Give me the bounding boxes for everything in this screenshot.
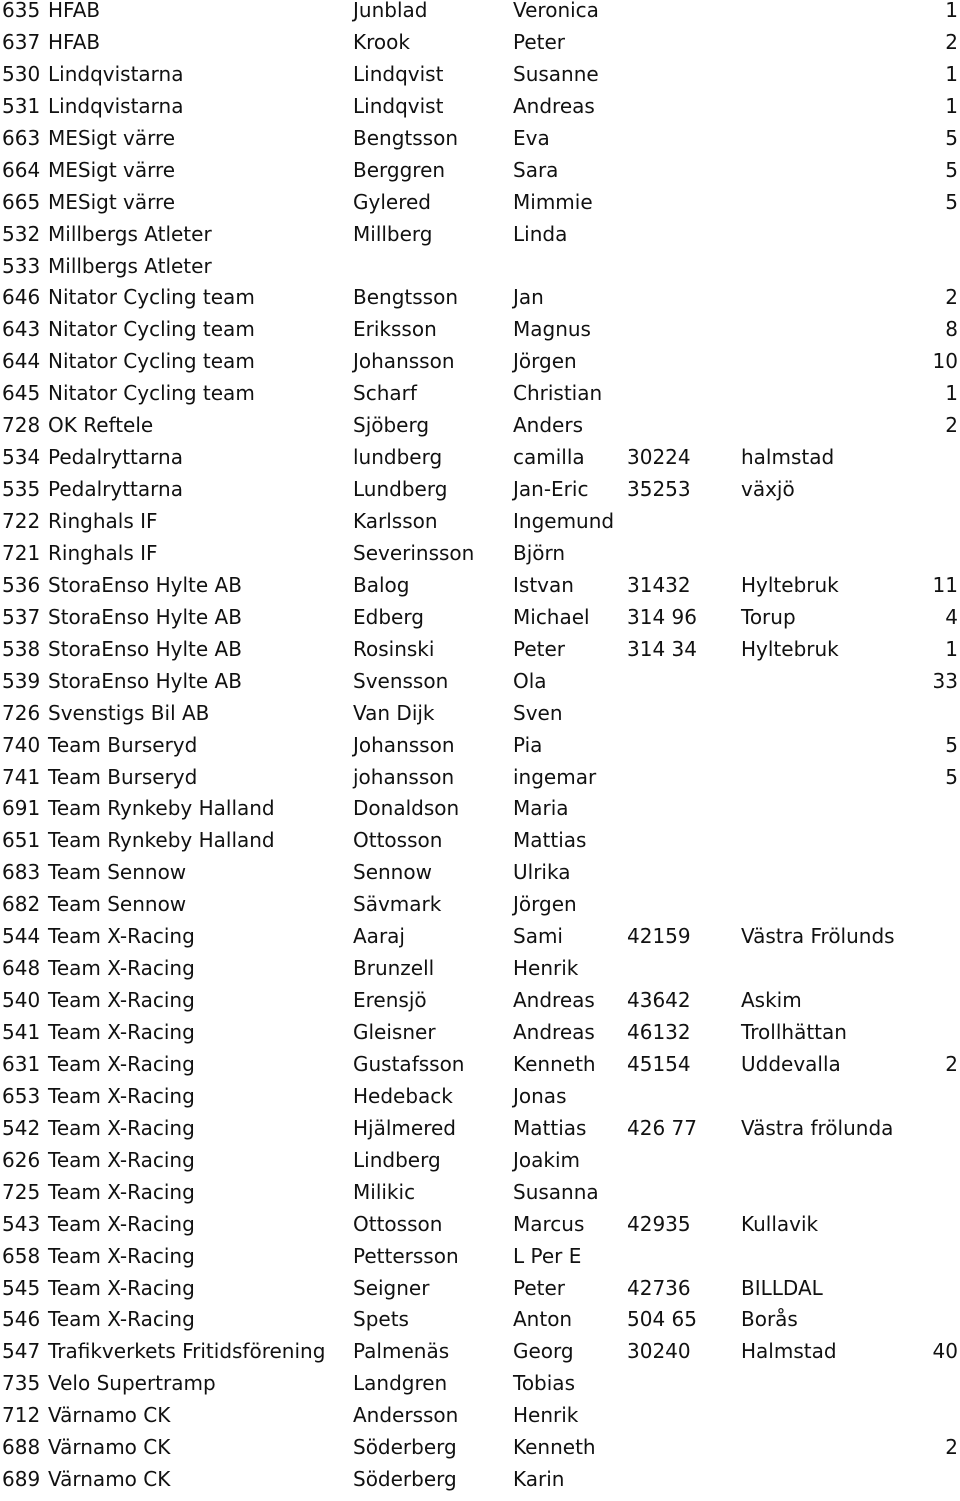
table-row [0,1469,960,1501]
entry-number: 541 [2,1020,41,1044]
club-name: Värnamo CK [48,1467,171,1492]
entry-number: 637 [2,29,41,54]
last-name: Johansson [353,732,455,757]
first-name: Sven [513,700,563,725]
table-row [0,1115,960,1150]
table-row [0,157,960,192]
club-name: HFAB [48,29,101,54]
club-name: Team X-Racing [48,1147,195,1172]
entry-count: 2 [945,1435,958,1460]
club-name: StoraEnso Hylte AB [48,572,242,597]
postal-code: 42935 [627,1211,691,1236]
club-name: Millbergs Atleter [48,221,212,246]
postal-code: 42159 [627,924,691,949]
first-name: Henrik [513,956,579,981]
table-row [0,990,960,1022]
club-name: Team X-Racing [48,1243,195,1268]
entry-number: 546 [2,1307,41,1332]
last-name: Söderberg [353,1435,457,1460]
first-name: Susanne [513,61,599,86]
entry-number: 537 [2,604,41,629]
first-name: Istvan [513,572,574,597]
first-name: Karin [513,1467,565,1492]
club-name: Team X-Racing [48,924,195,949]
last-name: Severinsson [353,540,475,565]
entry-number: 645 [2,381,41,406]
entry-count: 5 [945,764,958,789]
last-name: Ottosson [353,1211,443,1236]
city-name: Hyltebruk [741,572,839,597]
club-name: Lindqvistarna [48,61,184,86]
entry-count: 4 [945,604,958,629]
club-name: Pedalryttarna [48,477,183,502]
last-name: Berggren [353,157,446,182]
entry-number: 658 [2,1243,41,1268]
table-row [0,1373,960,1405]
first-name: Ola [513,668,547,693]
first-name: ingemar [513,764,597,789]
first-name: Georg [513,1339,574,1364]
table-row [0,1083,960,1118]
first-name: Eva [513,125,550,150]
entry-number: 712 [2,1403,41,1428]
club-name: Pedalryttarna [48,445,183,470]
table-row [0,93,960,128]
first-name: Magnus [513,317,591,342]
table-row [0,1179,960,1214]
table-row [0,1405,960,1437]
last-name: Aaraj [353,924,405,949]
entry-number: 740 [2,732,41,757]
club-name: Team X-Racing [48,1211,195,1236]
first-name: Jörgen [513,892,577,917]
entry-number: 648 [2,956,41,981]
table-row [0,511,960,543]
last-name: Gleisner [353,1020,436,1044]
first-name: Ingemund [513,509,615,533]
entry-number: 531 [2,93,41,118]
club-name: StoraEnso Hylte AB [48,668,242,693]
postal-code: 42736 [627,1275,691,1300]
club-name: Team X-Racing [48,1115,195,1140]
city-name: växjö [741,477,795,502]
entry-number: 547 [2,1339,41,1364]
last-name: Hjälmered [353,1115,456,1140]
first-name: camilla [513,445,585,470]
first-name: Mimmie [513,189,593,214]
table-row [0,732,960,767]
last-name: Bengtsson [353,285,458,310]
table-row [0,830,960,862]
club-name: StoraEnso Hylte AB [48,604,242,629]
table-row [0,958,960,990]
table-row [0,636,960,671]
table-row [0,189,960,224]
club-name: Team X-Racing [48,1051,195,1076]
club-name: Team Burseryd [48,732,198,757]
postal-code: 30224 [627,445,691,470]
postal-code: 45154 [627,1051,691,1076]
club-name: Team Rynkeby Halland [48,828,275,853]
last-name: Lindqvist [353,93,444,118]
club-name: MESigt värre [48,125,176,150]
entry-number: 533 [2,253,41,278]
last-name: Milikic [353,1179,416,1204]
club-name: Nitator Cycling team [48,349,255,374]
first-name: Jan-Eric [513,477,589,502]
table-row [0,1341,960,1373]
entry-number: 682 [2,892,41,917]
last-name: Hedeback [353,1083,453,1108]
first-name: Peter [513,1275,566,1300]
club-name: Team X-Racing [48,1083,195,1108]
club-name: Svenstigs Bil AB [48,700,210,725]
entry-count: 10 [932,349,958,374]
first-name: Pia [513,732,543,757]
club-name: Team Sennow [48,860,187,885]
table-row [0,447,960,479]
first-name: Andreas [513,1020,595,1044]
table-row [0,894,960,926]
entry-number: 653 [2,1083,41,1108]
club-name: MESigt värre [48,189,176,214]
last-name: Lundberg [353,477,448,502]
club-name: Värnamo CK [48,1435,171,1460]
city-name: Halmstad [741,1339,837,1364]
club-name: Team X-Racing [48,1179,195,1204]
entry-number: 539 [2,668,41,693]
city-name: Uddevalla [741,1051,841,1076]
entry-number: 646 [2,285,41,310]
postal-code: 426 77 [627,1115,697,1140]
table-row [0,1275,960,1310]
table-row [0,319,960,351]
first-name: Christian [513,381,603,406]
entry-number: 664 [2,157,41,182]
city-name: Trollhättan [741,1020,847,1044]
club-name: Team Rynkeby Halland [48,796,275,821]
last-name: lundberg [353,445,443,470]
table-row [0,862,960,894]
table-row [0,764,960,799]
entry-count: 5 [945,732,958,757]
table-row [0,1022,960,1054]
table-row [0,1211,960,1246]
club-name: Team X-Racing [48,1020,195,1044]
entry-number: 530 [2,61,41,86]
last-name: Donaldson [353,796,460,821]
city-name: Västra Frölunds [741,924,895,949]
entry-count: 5 [945,125,958,150]
table-row [0,221,960,256]
first-name: Jörgen [513,349,577,374]
last-name: Lindqvist [353,61,444,86]
entry-number: 543 [2,1211,41,1236]
last-name: Söderberg [353,1467,457,1492]
entry-number: 535 [2,477,41,502]
last-name: Pettersson [353,1243,459,1268]
club-name: StoraEnso Hylte AB [48,636,242,661]
first-name: L Per E [513,1243,582,1268]
first-name: Andreas [513,988,595,1013]
table-row [0,572,960,607]
last-name: Junblad [353,0,428,22]
city-name: Askim [741,988,802,1013]
first-name: Joakim [513,1147,581,1172]
table-row [0,0,960,32]
first-name: Mattias [513,828,587,853]
last-name: Rosinski [353,636,435,661]
last-name: Spets [353,1307,409,1332]
table-row [0,798,960,830]
first-name: Marcus [513,1211,585,1236]
entry-number: 544 [2,924,41,949]
last-name: Millberg [353,221,433,246]
first-name: Veronica [513,0,599,22]
city-name: halmstad [741,445,835,470]
entry-count: 2 [945,29,958,54]
last-name: Johansson [353,349,455,374]
entry-count: 1 [945,61,958,86]
last-name: Lindberg [353,1147,441,1172]
last-name: Bengtsson [353,125,458,150]
postal-code: 314 34 [627,636,697,661]
first-name: Sara [513,157,559,182]
city-name: Hyltebruk [741,636,839,661]
postal-code: 46132 [627,1020,691,1044]
club-name: Lindqvistarna [48,93,184,118]
first-name: Maria [513,796,569,821]
entry-count: 2 [945,413,958,438]
table-row [0,540,960,575]
last-name: Edberg [353,604,424,629]
table-row [0,61,960,96]
last-name: Krook [353,29,410,54]
first-name: Ulrika [513,860,571,885]
last-name: Gylered [353,189,431,214]
first-name: Kenneth [513,1435,596,1460]
entry-number: 644 [2,349,41,374]
club-name: MESigt värre [48,157,176,182]
postal-code: 31432 [627,572,691,597]
club-name: Värnamo CK [48,1403,171,1428]
table-row [0,926,960,958]
entry-count: 5 [945,189,958,214]
city-name: Västra frölunda [741,1115,894,1140]
postal-code: 314 96 [627,604,697,629]
club-name: HFAB [48,0,101,22]
last-name: johansson [353,764,455,789]
table-row [0,287,960,319]
city-name: Borås [741,1307,798,1332]
entry-count: 5 [945,157,958,182]
entry-number: 545 [2,1275,41,1300]
postal-code: 43642 [627,988,691,1013]
table-row [0,1051,960,1086]
first-name: Jonas [513,1083,567,1108]
entry-count: 11 [932,572,958,597]
entry-count: 1 [945,381,958,406]
entry-number: 631 [2,1051,41,1076]
club-name: Team Burseryd [48,764,198,789]
last-name: Eriksson [353,317,437,342]
club-name: Nitator Cycling team [48,285,255,310]
table-row [0,668,960,703]
last-name: Gustafsson [353,1051,465,1076]
entry-number: 643 [2,317,41,342]
last-name: Brunzell [353,956,435,981]
entry-count: 1 [945,0,958,22]
city-name: BILLDAL [741,1275,823,1300]
table-row [0,415,960,447]
entry-count: 40 [932,1339,958,1364]
postal-code: 35253 [627,477,691,502]
entry-number: 728 [2,413,41,438]
postal-code: 504 65 [627,1307,697,1332]
first-name: Henrik [513,1403,579,1428]
club-name: Millbergs Atleter [48,253,212,278]
table-row [0,351,960,383]
entry-number: 538 [2,636,41,661]
first-name: Susanna [513,1179,599,1204]
table-row [0,479,960,511]
last-name: Sjöberg [353,413,430,438]
last-name: Landgren [353,1371,448,1396]
last-name: Erensjö [353,988,427,1013]
entry-number: 735 [2,1371,41,1396]
club-name: Team X-Racing [48,1275,195,1300]
entry-number: 725 [2,1179,41,1204]
last-name: Palmenäs [353,1339,450,1364]
club-name: OK Reftele [48,413,154,438]
last-name: Andersson [353,1403,459,1428]
table-row [0,1437,960,1469]
table-row [0,604,960,639]
entry-number: 651 [2,828,41,853]
club-name: Ringhals IF [48,509,158,533]
first-name: Jan [513,285,544,310]
last-name: Sennow [353,860,432,885]
entry-number: 688 [2,1435,41,1460]
table-row [0,253,960,288]
club-name: Team Sennow [48,892,187,917]
club-name: Trafikverkets Fritidsförening [48,1339,326,1364]
last-name: Scharf [353,381,417,406]
entry-number: 665 [2,189,41,214]
first-name: Mattias [513,1115,587,1140]
first-name: Peter [513,636,566,661]
table-row [0,700,960,735]
entry-count: 1 [945,636,958,661]
entry-number: 532 [2,221,41,246]
entry-number: 741 [2,764,41,789]
last-name: Ottosson [353,828,443,853]
last-name: Van Dijk [353,700,435,725]
entry-number: 540 [2,988,41,1013]
entry-number: 683 [2,860,41,885]
club-name: Nitator Cycling team [48,317,255,342]
entry-number: 626 [2,1147,41,1172]
city-name: Kullavik [741,1211,819,1236]
first-name: Peter [513,29,566,54]
entry-number: 663 [2,125,41,150]
first-name: Andreas [513,93,595,118]
entry-count: 1 [945,93,958,118]
entry-count: 8 [945,317,958,342]
table-row [0,29,960,64]
entry-count: 2 [945,1051,958,1076]
entry-number: 722 [2,509,41,533]
first-name: Michael [513,604,590,629]
entry-number: 536 [2,572,41,597]
entry-number: 691 [2,796,41,821]
entry-number: 635 [2,0,41,22]
club-name: Team X-Racing [48,1307,195,1332]
table-row [0,1243,960,1278]
postal-code: 30240 [627,1339,691,1364]
first-name: Tobias [513,1371,575,1396]
first-name: Anton [513,1307,573,1332]
entry-number: 721 [2,540,41,565]
entry-count: 33 [932,668,958,693]
table-row [0,1309,960,1341]
table-row [0,125,960,160]
first-name: Kenneth [513,1051,596,1076]
club-name: Team X-Racing [48,988,195,1013]
first-name: Anders [513,413,583,438]
club-name: Team X-Racing [48,956,195,981]
club-name: Ringhals IF [48,540,158,565]
first-name: Linda [513,221,568,246]
last-name: Karlsson [353,509,438,533]
table-row [0,383,960,415]
last-name: Seigner [353,1275,430,1300]
entry-number: 534 [2,445,41,470]
entry-count: 2 [945,285,958,310]
club-name: Velo Supertramp [48,1371,216,1396]
entry-number: 689 [2,1467,41,1492]
table-row [0,1147,960,1182]
last-name: Balog [353,572,410,597]
city-name: Torup [741,604,796,629]
last-name: Sävmark [353,892,442,917]
last-name: Svensson [353,668,449,693]
first-name: Sami [513,924,563,949]
club-name: Nitator Cycling team [48,381,255,406]
first-name: Björn [513,540,566,565]
entry-number: 542 [2,1115,41,1140]
entry-number: 726 [2,700,41,725]
